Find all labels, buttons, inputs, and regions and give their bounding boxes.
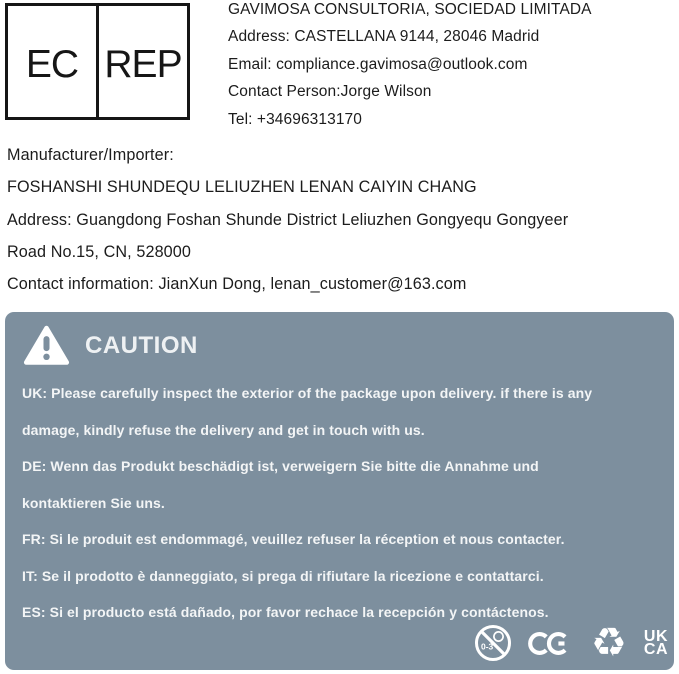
warning-line-fr: FR: Si le produit est endommagé, veuillez refuser la réception et nous contacter. xyxy=(22,531,565,547)
caution-panel xyxy=(5,312,674,670)
ukca-line-ca: CA xyxy=(643,641,668,658)
company-tel: Tel: +34696313170 xyxy=(228,110,363,128)
company-address: Address: CASTELLANA 9144, 28046 Madrid xyxy=(228,28,540,46)
warning-line-it: IT: Se il prodotto è danneggiato, si prega di rifiutare la ricezione e contattarci. xyxy=(22,567,544,584)
svg-text:0-3: 0-3 xyxy=(481,641,494,652)
warning-line-uk-2: damage, kindly refuse the delivery and get in touch with us. xyxy=(22,421,425,438)
warning-line-uk-1: UK: Please carefully inspect the exterior of the package upon delivery. if there is any xyxy=(22,385,593,401)
caution-title: CAUTION xyxy=(85,332,198,359)
warning-line-de-1: DE: Wenn das Produkt beschädigt ist, verweigern Sie bitte die Annahme und xyxy=(22,458,539,474)
warning-line-de-2: kontaktieren Sie uns. xyxy=(22,494,165,511)
manufacturer-heading: Manufacturer/Importer: xyxy=(7,146,174,164)
company-contact-person: Contact Person:Jorge Wilson xyxy=(228,83,432,101)
manufacturer-section xyxy=(7,139,568,300)
recycling-icon: ♻ xyxy=(591,620,627,666)
age-warning-0-3-icon xyxy=(473,623,513,663)
company-email: Email: compliance.gavimosa@outlook.com xyxy=(228,55,528,73)
manufacturer-address-line2: Road No.15, CN, 528000 xyxy=(7,242,191,261)
ce-mark-icon xyxy=(528,631,570,656)
ukca-line-uk: UK xyxy=(643,627,668,645)
rep-box: REP xyxy=(104,42,182,86)
warning-text-block xyxy=(22,386,660,642)
company-name: GAVIMOSA CONSULTORIA, SOCIEDAD LIMITADA xyxy=(228,1,592,18)
warning-triangle-icon xyxy=(23,325,70,367)
manufacturer-contact: Contact information: JianXun Dong, lenan_customer@163.com xyxy=(7,275,467,294)
ukca-mark xyxy=(643,627,668,658)
warning-line-es: ES: Si el producto está dañado, por favor rechace la recepción y contáctenos. xyxy=(22,604,549,620)
compliance-icons-row xyxy=(473,620,668,666)
ec-box: EC xyxy=(8,6,99,117)
manufacturer-address-line1: Address: Guangdong Foshan Shunde District Leliuzhen Gongyequ Gongyeer xyxy=(7,210,569,229)
manufacturer-name: FOSHANSHI SHUNDEQU LELIUZHEN LENAN CAIYIN CHANG xyxy=(7,178,477,197)
representative-info xyxy=(228,0,592,133)
caution-header xyxy=(23,325,198,367)
ec-rep-symbol xyxy=(5,3,190,120)
